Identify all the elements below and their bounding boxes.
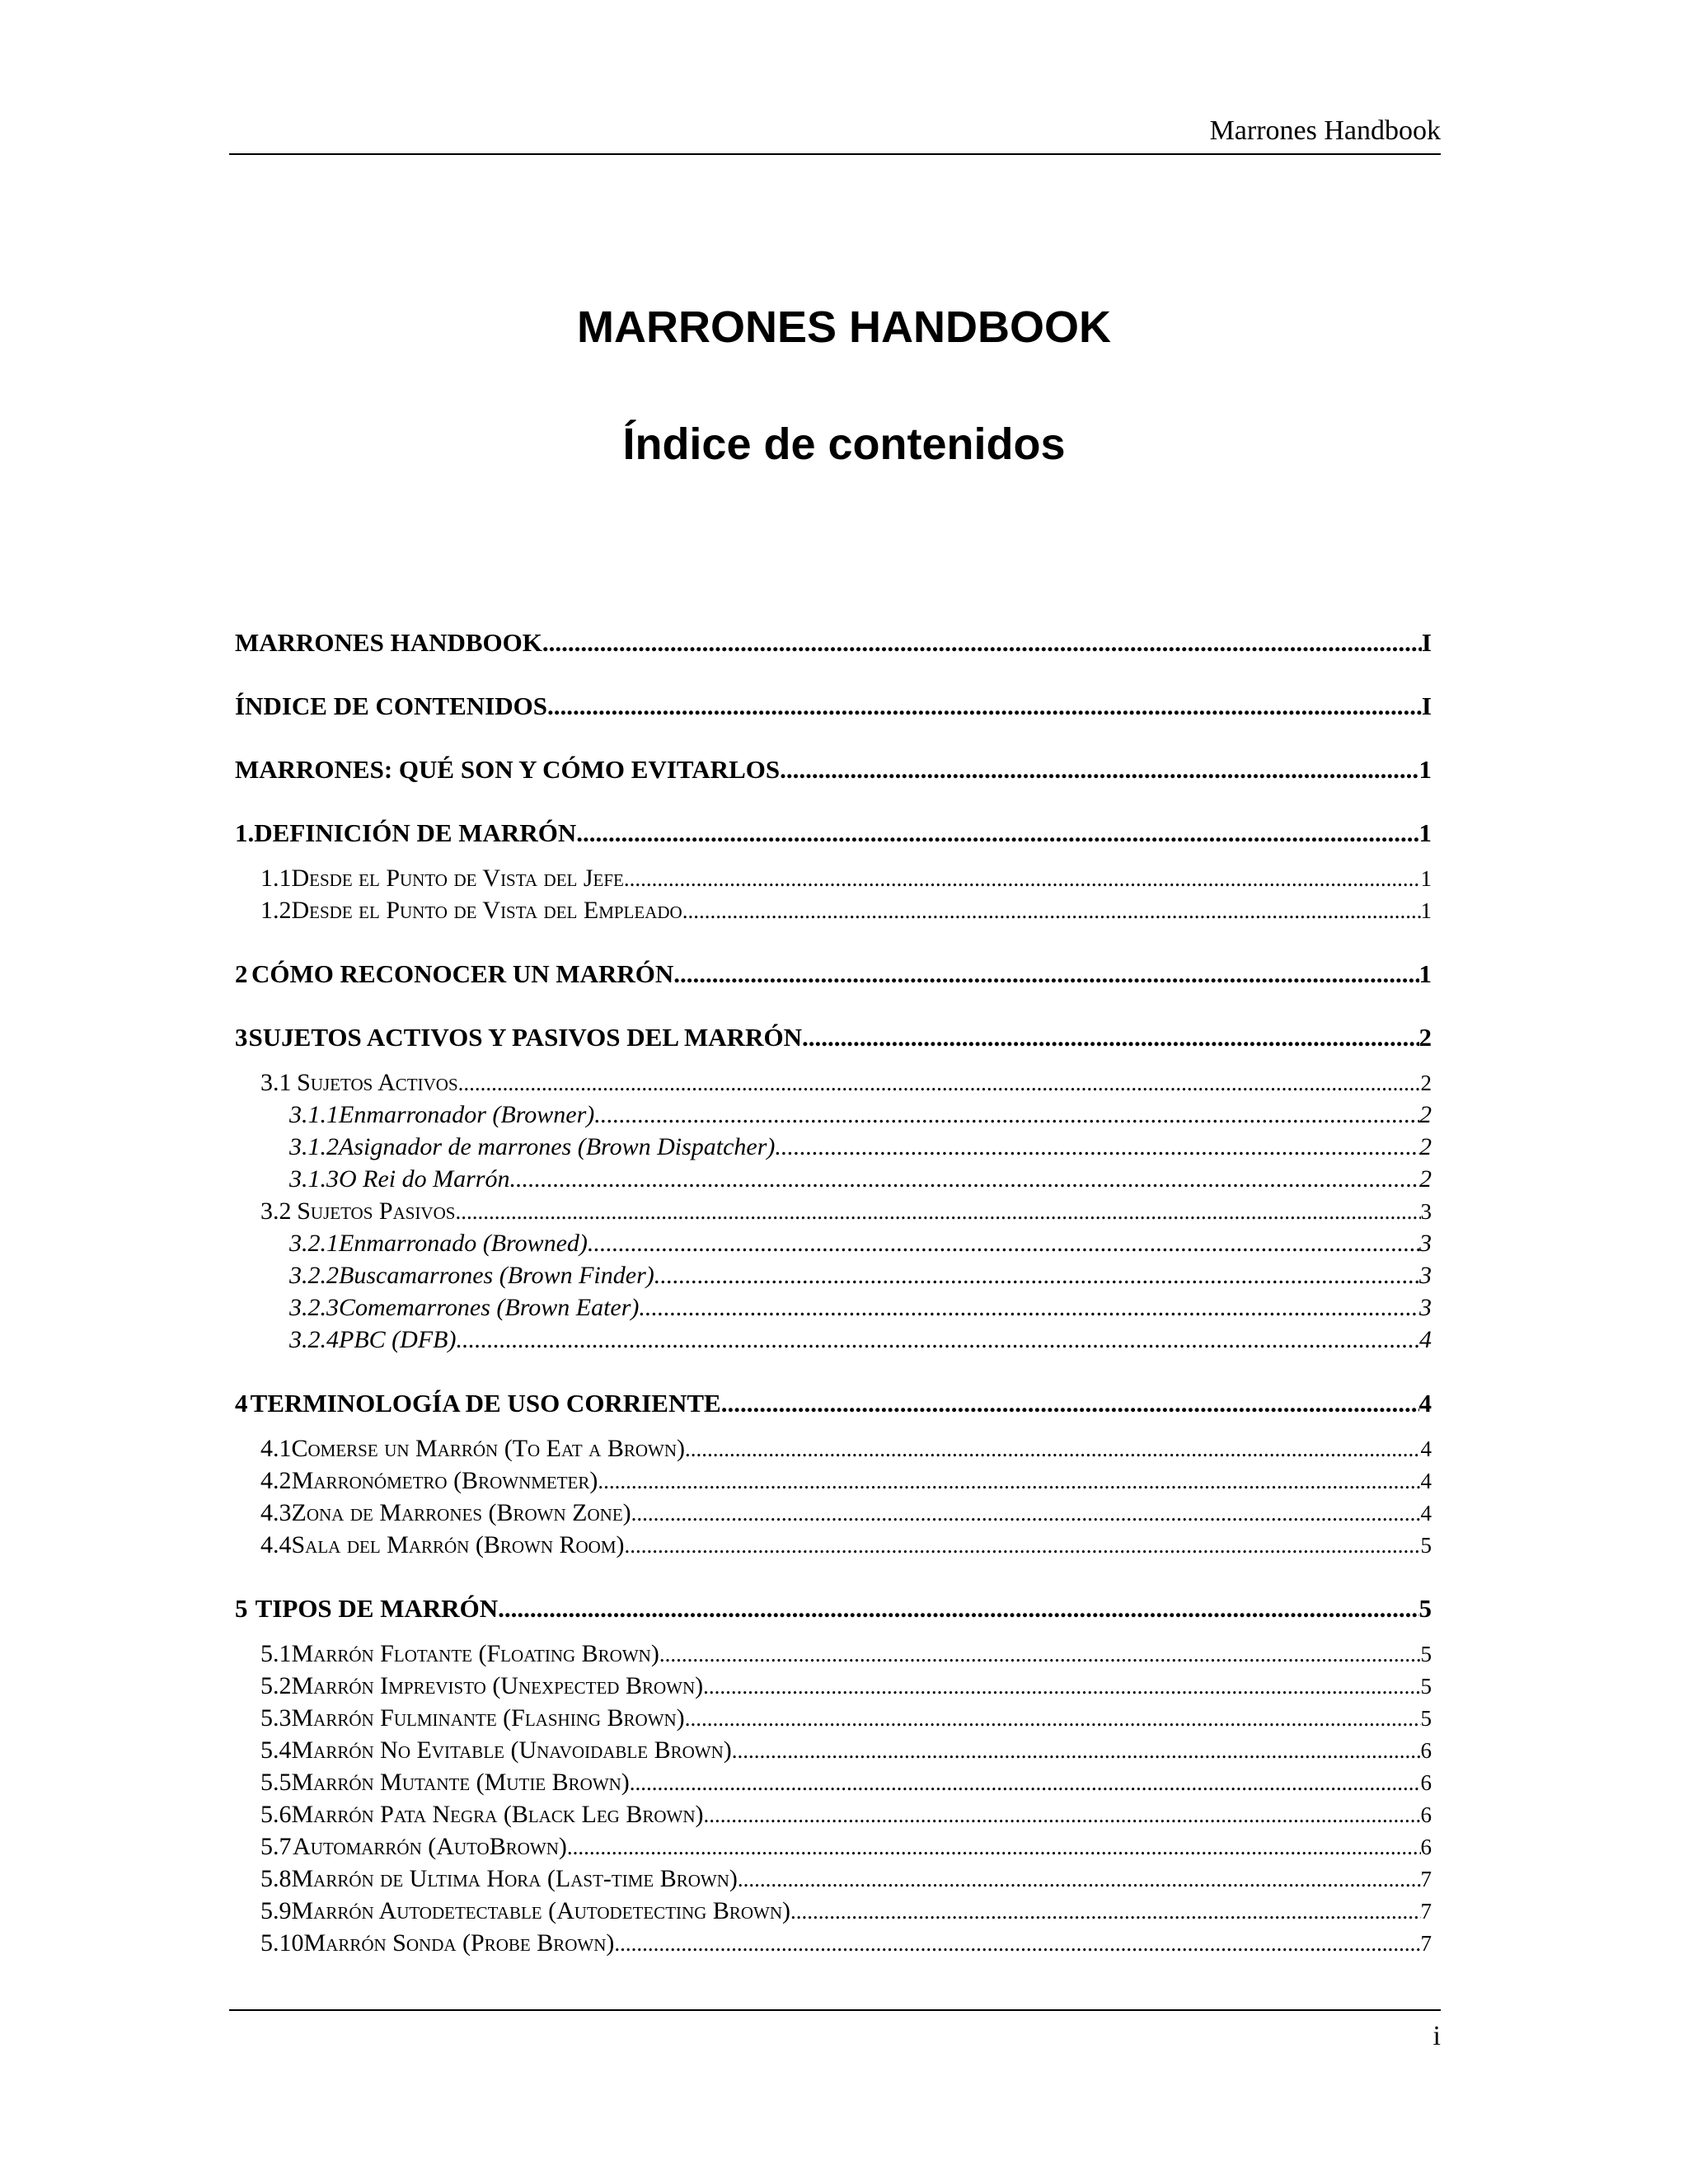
- toc-entry-number: 5.7: [260, 1833, 292, 1860]
- toc-entry-number: 5.8: [260, 1865, 292, 1892]
- toc-leader-dots: [542, 626, 1422, 658]
- table-of-contents: [235, 626, 1432, 1959]
- toc-entry-label: TIPOS DE MARRÓN: [255, 1594, 499, 1623]
- toc-entry-page: 3: [1419, 1294, 1432, 1321]
- toc-leader-dots: [703, 1671, 1420, 1703]
- toc-leader-dots: [738, 1863, 1421, 1896]
- toc-entry-page: 1: [1420, 898, 1432, 923]
- toc-leader-dots: [654, 1259, 1419, 1291]
- toc-entry-number: 3.1: [260, 1069, 292, 1096]
- toc-entry-number: 1.2: [260, 897, 292, 924]
- toc-entry-page: 3: [1419, 1230, 1432, 1257]
- toc-entry-label: Marrón No Evitable (Unavoidable Brown): [291, 1736, 732, 1764]
- toc-entry[interactable]: [235, 1798, 1432, 1830]
- toc-entry-page: 4: [1418, 1389, 1432, 1418]
- toc-entry-label: Comerse un Marrón (To Eat a Brown): [291, 1435, 686, 1462]
- toc-entry-label: ÍNDICE DE CONTENIDOS: [235, 691, 547, 720]
- toc-entry-page: 2: [1419, 1165, 1432, 1193]
- toc-entry[interactable]: [235, 1465, 1432, 1497]
- toc-leader-dots: [509, 1163, 1419, 1195]
- toc-entry-number: 5.4: [260, 1736, 292, 1764]
- toc-leader-dots: [567, 1831, 1421, 1863]
- toc-leader-dots: [547, 690, 1422, 722]
- toc-entry[interactable]: [235, 1638, 1432, 1670]
- toc-leader-dots: [576, 817, 1418, 849]
- toc-entry-page: 4: [1420, 1469, 1432, 1493]
- toc-leader-dots: [625, 1530, 1421, 1562]
- toc-entry-number: 5.3: [260, 1704, 292, 1732]
- toc-entry-page: 3: [1419, 1262, 1432, 1289]
- toc-entry-page: 2: [1419, 1101, 1432, 1128]
- toc-entry-number: 5.6: [260, 1801, 292, 1828]
- toc-entry-label: CÓMO RECONOCER UN MARRÓN: [251, 959, 674, 988]
- toc-entry-label: O Rei do Marrón: [339, 1165, 510, 1193]
- toc-entry[interactable]: [235, 1291, 1432, 1324]
- toc-entry[interactable]: [235, 1163, 1432, 1195]
- toc-entry-number: 3.2.4: [289, 1326, 339, 1353]
- toc-entry[interactable]: [235, 1227, 1432, 1259]
- toc-entry[interactable]: [235, 1592, 1432, 1624]
- toc-entry-label: Marronómetro (Brownmeter): [291, 1467, 598, 1494]
- toc-entry-number: 5.10: [260, 1929, 304, 1957]
- toc-leader-dots: [659, 1638, 1421, 1671]
- toc-entry[interactable]: [235, 690, 1432, 722]
- toc-entry-label: Marrón Fulminante (Flashing Brown): [291, 1704, 685, 1732]
- toc-leader-dots: [594, 1099, 1419, 1131]
- toc-entry-number: 5.9: [260, 1897, 292, 1924]
- toc-leader-dots: [721, 1387, 1419, 1419]
- toc-entry-page: 6: [1420, 1802, 1432, 1827]
- toc-leader-dots: [639, 1291, 1419, 1324]
- toc-entry-label: PBC (DFB): [339, 1326, 457, 1353]
- toc-entry-label: Automarrón (AutoBrown): [293, 1833, 567, 1860]
- toc-entry[interactable]: [235, 1387, 1432, 1419]
- toc-entry-number: 4.4: [260, 1531, 292, 1558]
- toc-leader-dots: [624, 863, 1421, 895]
- toc-entry[interactable]: [235, 817, 1432, 849]
- toc-entry-label: Sala del Marrón (Brown Room): [291, 1531, 625, 1558]
- toc-entry-page: 5: [1420, 1642, 1432, 1666]
- document-title: MARRONES HANDBOOK: [577, 302, 1111, 352]
- toc-leader-dots: [780, 753, 1418, 785]
- toc-entry-number: 5.5: [260, 1769, 292, 1796]
- toc-entry-page: 4: [1420, 1436, 1432, 1461]
- toc-entry-number: 5: [235, 1594, 248, 1623]
- toc-entry[interactable]: [235, 1021, 1432, 1053]
- toc-entry-label: DEFINICIÓN DE MARRÓN: [254, 818, 577, 847]
- running-header-title: Marrones Handbook: [1209, 115, 1441, 146]
- toc-entry-number: 5.1: [260, 1640, 292, 1667]
- toc-entry-label: Desde el Punto de Vista del Jefe: [291, 865, 624, 892]
- toc-entry-number: 5.2: [260, 1672, 292, 1699]
- toc-entry[interactable]: [235, 626, 1432, 658]
- running-header: [229, 114, 1441, 155]
- toc-entry-label: Comemarrones (Brown Eater): [339, 1294, 640, 1321]
- toc-entry[interactable]: [235, 1324, 1432, 1356]
- toc-entry-label: Zona de Marrones (Brown Zone): [291, 1499, 631, 1526]
- toc-entry-label: MARRONES HANDBOOK: [235, 628, 542, 657]
- toc-entry[interactable]: [235, 958, 1432, 990]
- toc-entry[interactable]: [235, 1863, 1432, 1895]
- toc-entry[interactable]: [235, 894, 1432, 926]
- toc-entry-page: 2: [1420, 1071, 1432, 1095]
- toc-entry-number: 3.2.2: [289, 1262, 339, 1289]
- toc-leader-dots: [614, 1928, 1420, 1960]
- toc-entry-label: Marrón Pata Negra (Black Leg Brown): [291, 1801, 704, 1828]
- toc-entry-label: Marrón Flotante (Floating Brown): [291, 1640, 659, 1667]
- toc-leader-dots: [704, 1799, 1421, 1831]
- toc-entry-page: 1: [1418, 959, 1432, 988]
- toc-leader-dots: [685, 1703, 1421, 1735]
- toc-entry-number: 4.3: [260, 1499, 292, 1526]
- toc-entry-page: 5: [1418, 1594, 1432, 1623]
- toc-entry-page: I: [1421, 628, 1432, 657]
- toc-entry[interactable]: [235, 753, 1432, 785]
- toc-entry-label: Sujetos Activos: [297, 1069, 458, 1096]
- toc-entry-page: 7: [1420, 1931, 1432, 1956]
- toc-entry[interactable]: [235, 1529, 1432, 1561]
- toc-entry[interactable]: [235, 1830, 1432, 1863]
- toc-entry[interactable]: [235, 1099, 1432, 1131]
- toc-entry-page: 5: [1420, 1533, 1432, 1558]
- toc-entry-label: Marrón de Ultima Hora (Last-time Brown): [291, 1865, 738, 1892]
- toc-leader-dots: [631, 1497, 1421, 1530]
- toc-entry-label: Buscamarrones (Brown Finder): [339, 1262, 654, 1289]
- toc-entry-page: 2: [1418, 1023, 1432, 1052]
- toc-entry-page: 4: [1419, 1326, 1432, 1353]
- toc-leader-dots: [498, 1592, 1418, 1624]
- toc-entry-page: 1: [1418, 818, 1432, 847]
- toc-entry-label: Marrón Mutante (Mutie Brown): [291, 1769, 630, 1796]
- toc-entry-number: 4: [235, 1389, 248, 1418]
- toc-entry[interactable]: [235, 1497, 1432, 1529]
- toc-entry-number: 3.1.1: [289, 1101, 339, 1128]
- toc-entry-number: 3.1.2: [289, 1133, 339, 1160]
- toc-entry-number: 4.1: [260, 1435, 292, 1462]
- toc-entry-number: 4.2: [260, 1467, 292, 1494]
- toc-entry-label: Desde el Punto de Vista del Empleado: [291, 897, 682, 924]
- toc-leader-dots: [458, 1067, 1421, 1099]
- toc-leader-dots: [802, 1021, 1419, 1053]
- toc-entry[interactable]: [235, 1766, 1432, 1798]
- toc-entry-number: 3.2: [260, 1197, 292, 1225]
- toc-entry-number: 3.1.3: [289, 1165, 339, 1193]
- toc-entry-label: TERMINOLOGÍA DE USO CORRIENTE: [250, 1389, 721, 1418]
- toc-entry-number: 3.2.3: [289, 1294, 339, 1321]
- toc-entry[interactable]: [235, 1195, 1432, 1227]
- toc-entry-page: 6: [1420, 1770, 1432, 1795]
- toc-entry-page: 4: [1420, 1501, 1432, 1526]
- toc-entry-label: Sujetos Pasivos: [297, 1197, 456, 1225]
- toc-entry[interactable]: [235, 1702, 1432, 1734]
- toc-entry[interactable]: [235, 862, 1432, 894]
- toc-entry-page: 3: [1420, 1199, 1432, 1224]
- toc-entry-page: 6: [1420, 1835, 1432, 1859]
- toc-entry-page: 1: [1420, 866, 1432, 891]
- toc-entry-label: Enmarronado (Browned): [339, 1230, 588, 1257]
- toc-entry[interactable]: [235, 1895, 1432, 1927]
- toc-entry-page: 6: [1420, 1738, 1432, 1763]
- toc-entry-number: 2: [235, 959, 248, 988]
- toc-entry-number: 1.: [235, 818, 255, 847]
- toc-entry-label: MARRONES: QUÉ SON Y CÓMO EVITARLOS: [235, 755, 781, 784]
- toc-entry[interactable]: [235, 1432, 1432, 1465]
- toc-leader-dots: [775, 1131, 1419, 1163]
- toc-entry[interactable]: [235, 1927, 1432, 1959]
- toc-entry[interactable]: [235, 1066, 1432, 1099]
- toc-leader-dots: [673, 958, 1418, 990]
- toc-leader-dots: [455, 1196, 1420, 1228]
- toc-entry[interactable]: [235, 1670, 1432, 1702]
- toc-entry-page: I: [1421, 691, 1432, 720]
- toc-entry-page: 7: [1420, 1867, 1432, 1891]
- toc-entry-number: 3.2.1: [289, 1230, 339, 1257]
- toc-entry-number: 1.1: [260, 865, 292, 892]
- page-number: i: [1432, 2021, 1441, 2051]
- toc-entry-page: 5: [1420, 1706, 1432, 1731]
- toc-entry-number: 3: [235, 1023, 248, 1052]
- toc-leader-dots: [588, 1227, 1419, 1259]
- toc-entry-label: Asignador de marrones (Brown Dispatcher): [339, 1133, 776, 1160]
- toc-entry-label: Marrón Sonda (Probe Brown): [303, 1929, 615, 1957]
- toc-entry-page: 2: [1419, 1133, 1432, 1160]
- toc-entry[interactable]: [235, 1734, 1432, 1766]
- toc-leader-dots: [790, 1896, 1420, 1928]
- toc-entry-page: 7: [1420, 1899, 1432, 1924]
- toc-leader-dots: [456, 1324, 1419, 1356]
- toc-entry-label: Enmarronador (Browner): [339, 1101, 595, 1128]
- footer-rule: [229, 2009, 1441, 2011]
- toc-entry-page: 1: [1418, 755, 1432, 784]
- toc-entry-label: Marrón Imprevisto (Unexpected Brown): [291, 1672, 704, 1699]
- toc-leader-dots: [685, 1433, 1420, 1465]
- toc-leader-dots: [630, 1767, 1421, 1799]
- toc-leader-dots: [598, 1465, 1420, 1497]
- toc-entry-label: SUJETOS ACTIVOS Y PASIVOS DEL MARRÓN: [248, 1023, 802, 1052]
- toc-leader-dots: [732, 1735, 1421, 1767]
- toc-title: Índice de contenidos: [622, 419, 1066, 469]
- toc-entry[interactable]: [235, 1131, 1432, 1163]
- toc-leader-dots: [682, 895, 1421, 927]
- toc-entry-page: 5: [1420, 1674, 1432, 1699]
- toc-entry-label: Marrón Autodetectable (Autodetecting Brown): [291, 1897, 791, 1924]
- toc-entry[interactable]: [235, 1259, 1432, 1291]
